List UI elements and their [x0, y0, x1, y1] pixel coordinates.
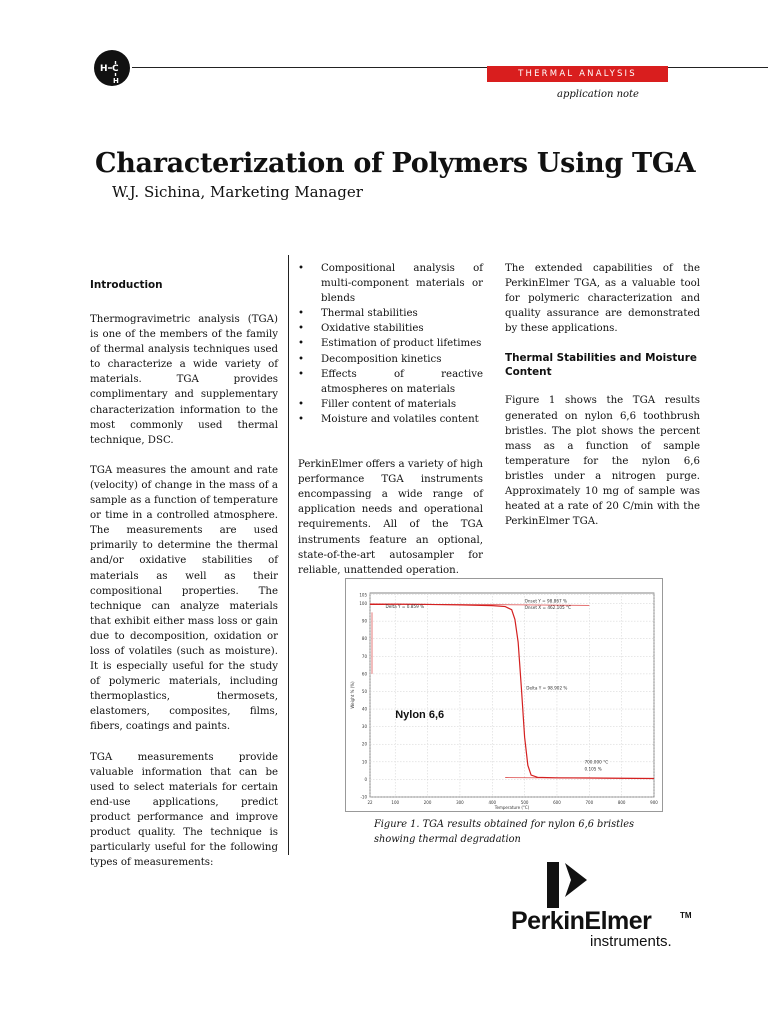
x-tick-label: 300 [456, 800, 464, 805]
list-item: • Effects of reactive atmospheres on materials [298, 367, 483, 397]
thermal-analysis-banner: THERMAL ANALYSIS [487, 66, 668, 82]
x-tick-label: 22 [367, 800, 373, 805]
y-tick-label: 10 [361, 759, 367, 765]
instruments-wordmark: instruments. [590, 933, 672, 950]
tga-figure [345, 578, 663, 812]
hch-molecule-logo-icon [94, 50, 130, 86]
list-item: • Filler content of materials [298, 397, 483, 412]
svg-text:H: H [113, 77, 119, 85]
page-title: Characterization of Polymers Using TGA [95, 148, 696, 179]
y-axis-label: Weight % (%) [350, 681, 355, 709]
measurement-types-list [298, 261, 483, 427]
list-item: • Estimation of product lifetimes [298, 336, 483, 351]
intro-paragraph-2: TGA measures the amount and rate (velocity) of change in the mass of a sample as a function of temperature or time in a controlled atmosphere. The measurements are used primarily to determine the thermal and/or oxidative stabilities of materials as well as their compositional properties. The technique can analyze materials that exhibit either mass loss or gain due to decomposition, oxidation or loss of volatiles (such as moisture). It is especially useful for the study of polymeric materials, including thermoplastics, thermosets, elastomers, composites, films, fibers, coatings and paints. [90, 464, 278, 733]
annotation-onset-y: Onset Y = 98.867 % [524, 598, 567, 604]
annotation-temperature: 700.000 °C [584, 759, 609, 765]
x-tick-label: 400 [488, 800, 497, 805]
perkinelmer-wordmark: PerkinElmer [511, 907, 652, 935]
y-tick-label: 20 [361, 741, 367, 747]
annotation-delta-y-1: Delta Y = 0.859 % [385, 603, 425, 609]
thermal-stabilities-heading: Thermal Stabilities and Moisture Content [505, 352, 697, 379]
sample-label: Nylon 6,6 [395, 708, 445, 721]
header-rule [132, 67, 768, 68]
x-tick-label: 800 [617, 800, 626, 805]
x-tick-label: 700 [585, 800, 594, 805]
list-item: • Thermal stabilities [298, 306, 483, 321]
x-tick-label: 600 [553, 800, 561, 805]
list-item: • Oxidative stabilities [298, 321, 483, 336]
column-2 [298, 261, 483, 593]
x-axis-label: Temperature (°C) [494, 805, 530, 810]
perkinelmer-offers-paragraph: PerkinElmer offers a variety of high performance TGA instruments encompassing a wide range of application needs and operational requirements. All of the TGA instruments feature an optional, state-of-the-art autosampler for reliable, unattended operation. [298, 459, 483, 576]
x-tick-label: 100 [391, 800, 400, 805]
x-tick-label: 900 [650, 800, 658, 805]
figure-description-paragraph: Figure 1 shows the TGA results generated on nylon 6,6 toothbrush bristles. The plot shows the percent mass as a function of sample temperature for the nylon 6,6 bristles under a nitrogen purge. Approximately 10 mg of sample was heated at a rate of 20 C/min with the PerkinElmer TGA. [505, 395, 700, 528]
column-3 [505, 261, 700, 544]
x-tick-label: 500 [520, 800, 529, 805]
figure-caption-line-1: Figure 1. TGA results obtained for nylon 6,6 bristles [374, 819, 635, 830]
plot-frame [370, 593, 654, 797]
tga-chart [346, 579, 662, 811]
list-item: • Decomposition kinetics [298, 352, 483, 367]
figure-caption-line-2: showing thermal degradation [374, 834, 521, 845]
y-tick-label: -10 [360, 794, 367, 800]
trademark-symbol: TM [680, 911, 692, 920]
y-tick-label: 60 [361, 671, 367, 677]
x-tick-label: 200 [423, 800, 432, 805]
intro-paragraph-3: TGA measurements provide valuable information that can be used to select materials for certain end-use applications, predict product performance and improve product quality. The technique is particularly useful for the following types of measurements: [90, 751, 278, 869]
author-line: W.J. Sichina, Marketing Manager [112, 183, 363, 201]
y-tick-label: 70 [361, 653, 367, 659]
list-item: • Compositional analysis of multi-component materials or blends [298, 261, 483, 306]
introduction-heading: Introduction [90, 279, 163, 291]
y-tick-label: 0 [364, 776, 367, 782]
y-tick-label: 105 [359, 592, 367, 598]
capabilities-paragraph: The extended capabilities of the PerkinElmer TGA, as a valuable tool for polymeric characterization and quality assurance are demonstrated by these applications. [505, 263, 700, 335]
y-tick-label: 40 [361, 706, 367, 712]
list-item: • Moisture and volatiles content [298, 412, 483, 427]
column-divider [288, 255, 289, 855]
figure-caption [374, 817, 634, 847]
annotation-onset-x: Onset X = 462.105 °C [524, 605, 572, 611]
intro-paragraph-1: Thermogravimetric analysis (TGA) is one of the members of the family of thermal analysis techniques used to characterize a wide variety of materials. TGA provides complimentary and supplementary characterization information to the most commonly used thermal technique, DSC. [90, 314, 278, 446]
perkinelmer-p-arrow-icon [547, 862, 613, 912]
column-1 [90, 278, 278, 885]
svg-text:C: C [112, 64, 119, 74]
y-tick-label: 50 [361, 688, 367, 694]
y-tick-label: 80 [361, 636, 367, 642]
application-note-label: application note [557, 89, 639, 100]
svg-text:H: H [100, 64, 108, 74]
y-tick-label: 100 [359, 601, 367, 607]
annotation-delta-y-2: Delta Y = 98.902 % [526, 685, 568, 691]
annotation-residue: 0.105 % [584, 766, 602, 772]
y-tick-label: 90 [361, 618, 367, 624]
y-tick-label: 30 [361, 724, 367, 730]
